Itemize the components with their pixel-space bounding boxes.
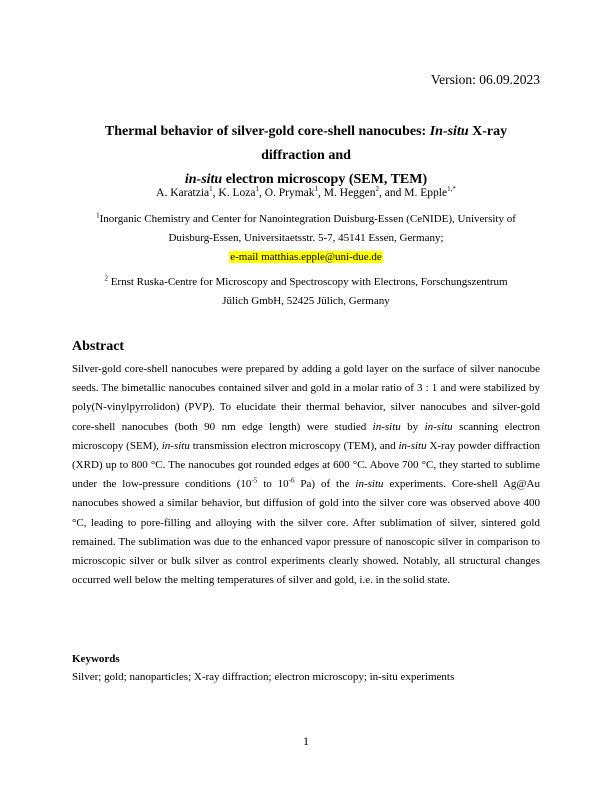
author-affiliation-marker: 1,*	[447, 185, 456, 194]
affiliation-2-line-1: Ernst Ruska-Centre for Microscopy and Spectroscopy with Electrons, Forschungszentrum	[110, 276, 508, 288]
affiliation-2-line-2: Jülich GmbH, 52425 Jülich, Germany	[222, 295, 390, 307]
affiliation-2	[72, 273, 540, 311]
page-number: 1	[303, 734, 309, 748]
abstract-italic-term: in-situ	[398, 439, 427, 452]
title-part-1: Thermal behavior of silver-gold core-shell nanocubes:	[104, 124, 430, 139]
abstract-exponent: -6	[288, 476, 295, 485]
author-name: M. Epple	[404, 187, 448, 199]
abstract-text-segment: transmission electron microscopy (TEM), and	[189, 439, 399, 452]
abstract-text-segment: experiments. Core-shell Ag@Au nanocubes showed a similar behavior, but diffusion of gold into the silver core was observed above 400 °C, leading to pore-filling and alloying with the silver core. After sublimation of silver, sintered gold remained. The sublimation was due to the enhanced vapor pressure of nanoscopic silver in comparison to microscopic silver or bulk silver as control experiments clearly showed. Notably, all structural changes occurred well below the melting temperatures of silver and gold, i.e. in the solid state.	[72, 478, 540, 587]
author-separator: , and	[379, 187, 405, 199]
paper-title	[72, 120, 540, 192]
affiliation-marker: 1	[96, 211, 100, 220]
abstract-text-segment: scanning electron microscopy (SEM),	[72, 420, 540, 452]
title-part-3: electron microscopy (SEM, TEM)	[222, 172, 428, 187]
abstract-exponent: -5	[251, 476, 258, 485]
abstract-text-segment: Pa) of the	[294, 478, 356, 491]
corresponding-email[interactable]: e-mail matthias.epple@uni-due.de	[230, 251, 382, 263]
abstract-body	[72, 360, 540, 590]
abstract-italic-term: in-situ	[372, 420, 401, 433]
author-separator: ,	[258, 187, 265, 199]
affiliation-1-line-2: Duisburg-Essen, Universitaetsstr. 5-7, 45141 Essen, Germany;	[168, 232, 444, 244]
author-name: A. Karatzia	[156, 187, 210, 199]
affiliation-1-line-1: Inorganic Chemistry and Center for Nanointegration Duisburg-Essen (CeNIDE), University of	[99, 213, 516, 225]
author-name: K. Loza	[218, 187, 256, 199]
author-affiliation-marker: 1	[255, 185, 259, 194]
abstract-italic-term: in-situ	[424, 420, 453, 433]
title-insitu-2: in-situ	[184, 172, 223, 187]
abstract-text-segment: by	[400, 420, 425, 433]
author-name: O. Prymak	[264, 187, 315, 199]
abstract-italic-term: in-situ	[355, 478, 384, 491]
affiliation-1	[72, 210, 540, 267]
abstract-text-segment: X-ray powder diffraction (XRD) up to 800 °C. The nanocubes got rounded edges at 600 °C. Above 700 °C, they started to sublime under the low-pressure conditions (10	[72, 439, 540, 491]
version-label: Version: 06.09.2023	[430, 72, 540, 87]
title-insitu-1: In-situ	[429, 124, 469, 139]
abstract-text-segment: Silver-gold core-shell nanocubes were prepared by adding a gold layer on the surface of silver nanocube seeds. The bimetallic nanocubes contained silver and gold in a molar ratio of 3 : 1 and were stabilized by poly(N-vinylpyrrolidon) (PVP). To elucidate their thermal behavior, silver nanocubes and silver-gold core-shell nanocubes (both 90 nm edge length) were studied	[72, 363, 540, 433]
author-affiliation-marker: 1	[209, 185, 213, 194]
author-affiliation-marker: 1	[314, 185, 319, 194]
author-affiliation-marker: 2	[375, 185, 380, 194]
abstract-heading: Abstract	[72, 339, 125, 354]
keywords-list: Silver; gold; nanoparticles; X-ray diffraction; electron microscopy; in-situ experiments	[72, 671, 455, 683]
author-separator: ,	[212, 187, 219, 199]
affiliation-marker: 2	[104, 274, 108, 283]
abstract-italic-term: in-situ	[161, 439, 190, 452]
keywords-heading: Keywords	[72, 653, 120, 665]
abstract-text-segment: to 10	[257, 478, 289, 491]
author-name: M. Heggen	[323, 187, 376, 199]
title-part-2: X-ray diffraction and	[261, 124, 508, 163]
author-separator: ,	[318, 187, 324, 199]
author-list	[72, 187, 540, 199]
